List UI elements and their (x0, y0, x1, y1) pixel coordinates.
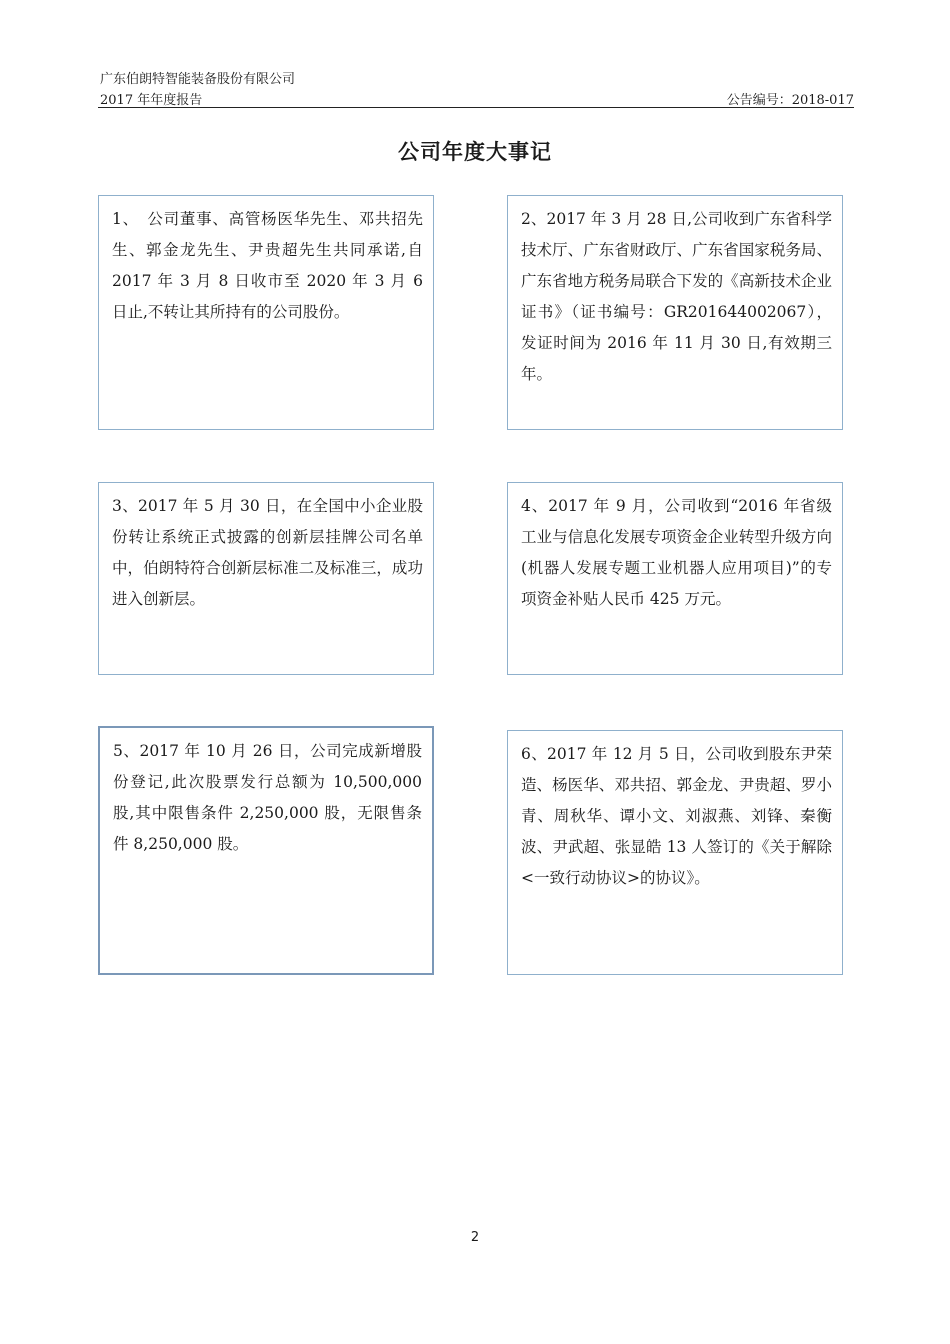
event-box-1: 1、 公司董事、高管杨医华先生、邓共招先生、郭金龙先生、尹贵超先生共同承诺,自 2017 年 3 月 8 日收市至 2020 年 3 月 6 日止,不转让其所持有的公司股份。 (98, 195, 434, 430)
header-announcement-code: 公告编号：2018-017 (726, 93, 854, 108)
page-title: 公司年度大事记 (398, 140, 552, 164)
event-box-6: 6、2017 年 12 月 5 日，公司收到股东尹荣造、杨医华、邓共招、郭金龙、尹贵超、罗小青、周秋华、谭小文、刘淑燕、刘锋、秦衡波、尹武超、张显皓 13 人签订的《关于解除<一致行动协议>的协议》。 (507, 730, 843, 975)
header-divider (98, 107, 854, 108)
header-company-name: 广东伯朗特智能装备股份有限公司 (100, 72, 296, 87)
event-box-2: 2、2017 年 3 月 28 日,公司收到广东省科学技术厅、广东省财政厅、广东省国家税务局、广东省地方税务局联合下发的《高新技术企业证书》（证书编号：GR201644002067），发证时间为 2016 年 11 月 30 日,有效期三年。 (507, 195, 843, 430)
header-report-title: 2017 年年度报告 (100, 93, 203, 108)
event-box-3: 3、2017 年 5 月 30 日，在全国中小企业股份转让系统正式披露的创新层挂牌公司名单中，伯朗特符合创新层标准二及标准三，成功进入创新层。 (98, 482, 434, 675)
event-box-5: 5、2017 年 10 月 26 日，公司完成新增股份登记,此次股票发行总额为 10,500,000 股,其中限售条件 2,250,000 股，无限售条件 8,250,000 股。 (98, 726, 434, 975)
page-number: 2 (470, 1230, 480, 1245)
event-box-4: 4、2017 年 9 月，公司收到“2016 年省级工业与信息化发展专项资金企业转型升级方向(机器人发展专题工业机器人应用项目)”的专项资金补贴人民币 425 万元。 (507, 482, 843, 675)
